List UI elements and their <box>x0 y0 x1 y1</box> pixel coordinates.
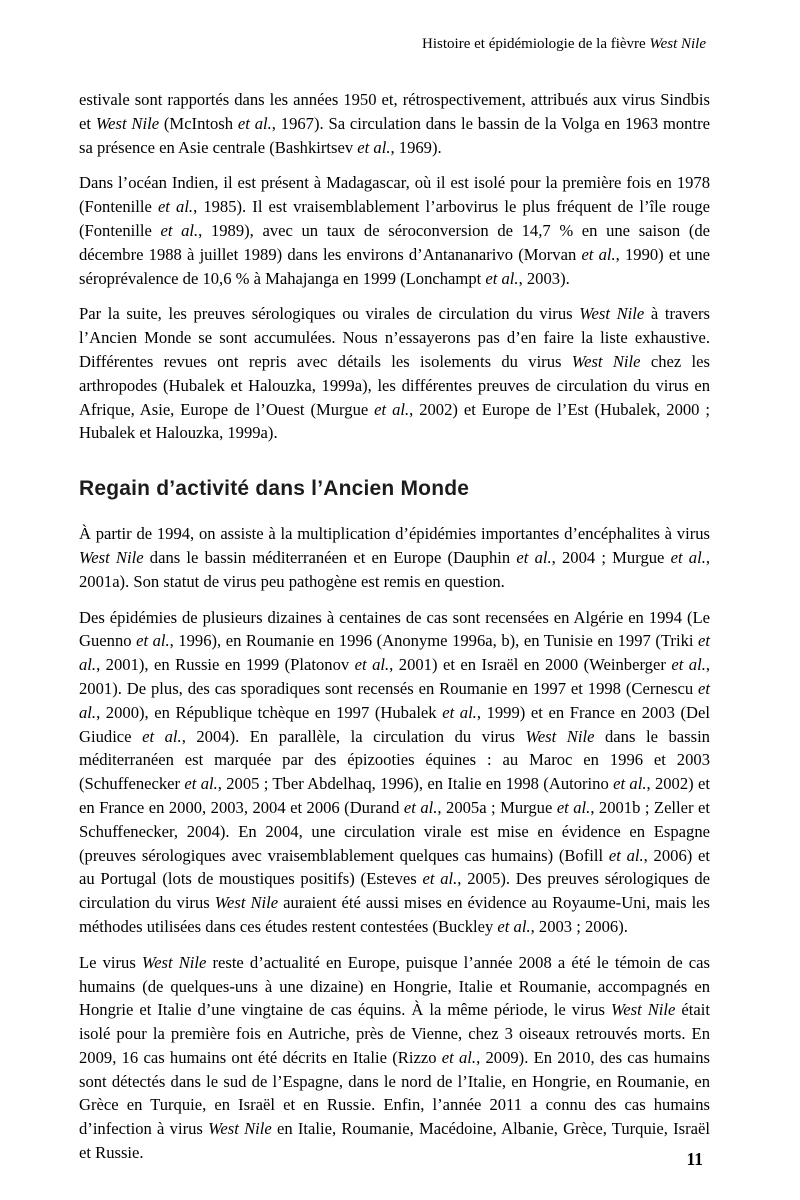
paragraph: estivale sont rapportés dans les années 1950 et, rétrospectivement, attribués aux virus Sindbis et West Nile (McIntosh et al., 1967). Sa circulation dans le bassin de la Volga en 1963 montre sa présence en Asie centrale (Bashkirtsev et al., 1969). <box>79 90 710 157</box>
paragraph: Dans l’océan Indien, il est présent à Madagascar, où il est isolé pour la première fois en 1978 (Fontenille et al., 1985). Il est vraisemblablement l’arbovirus le plus fréquent de l’île rouge (Fontenille et al., 1989), avec un taux de séroconversion de 14,7 % en une saison (de décembre 1988 à juillet 1989) dans les environs d’Antananarivo (Morvan et al., 1990) et une séroprévalence de 10,6 % à Mahajanga en 1999 (Lonchampt et al., 2003). <box>79 173 711 288</box>
paragraph: À partir de 1994, on assiste à la multiplication d’épidémies importantes d’encéphalites à virus West Nile dans le bassin méditerranéen et en Europe (Dauphin et al., 2004 ; Murgue et al., 2001a). Son statut de virus peu pathogène est remis en question. <box>79 524 710 591</box>
page-content <box>79 88 710 1177</box>
page-number: 11 <box>686 1149 703 1169</box>
paragraph: Par la suite, les preuves sérologiques ou virales de circulation du virus West Nile à travers l’Ancien Monde se sont accumulées. Nous n’essayerons pas d’en faire la liste exhaustive. Différentes revues ont repris avec détails les isolements du virus West Nile chez les arthropodes (Hubalek et Halouzka, 1999a), les différentes preuves de circulation du virus en Afrique, Asie, Europe de l’Ouest (Murgue et al., 2002) et Europe de l’Est (Hubalek, 2000 ; Hubalek et Halouzka, 1999a). <box>79 304 711 443</box>
paragraph: Des épidémies de plusieurs dizaines à centaines de cas sont recensées en Algérie en 1994 (Le Guenno et al., 1996), en Roumanie en 1996 (Anonyme 1996a, b), en Tunisie en 1997 (Triki et al., 2001), en Russie en 1999 (Platonov et al., 2001) et en Israël en 2000 (Weinberger et al., 2001). De plus, des cas sporadiques sont recensés en Roumanie en 1997 et 1998 (Cernescu et al., 2000), en République tchèque en 1997 (Hubalek et al., 1999) et en France en 2003 (Del Giudice et al., 2004). En parallèle, la circulation du virus West Nile dans le bassin méditerranéen est marquée par des épizooties équines : au Maroc en 1996 et 2003 (Schuffenecker et al., 2005 ; Tber Abdelhaq, 1996), en Italie en 1998 (Autorino et al., 2002) et en France en 2000, 2003, 2004 et 2006 (Durand et al., 2005a ; Murgue et al., 2001b ; Zeller et Schuffenecker, 2004). En 2004, une circulation virale est mise en évidence en Espagne (preuves sérologiques avec vraisemblablement quelques cas humains) (Bofill et al., 2006) et au Portugal (lots de moustiques positifs) (Esteves et al., 2005). Des preuves sérologiques de circulation du virus West Nile auraient été aussi mises en évidence au Royaume-Uni, mais les méthodes utilisées dans ces études restent contestées (Buckley et al., 2003 ; 2006). <box>79 607 711 936</box>
paragraph: Le virus West Nile reste d’actualité en Europe, puisque l’année 2008 a été le témoin de cas humains (de quelques-uns à une dizaine) en Hongrie, Italie et Roumanie, accompagnés en Hongrie et Italie d’une vingtaine de cas équins. À la même période, le virus West Nile était isolé pour la première fois en Autriche, près de Vienne, chez 3 oiseaux retrouvés morts. En 2009, 16 cas humains ont été décrits en Italie (Rizzo et al., 2009). En 2010, des cas humains sont détectés dans le sud de l’Espagne, dans le nord de l’Italie, en Hongrie, en Roumanie, en Grèce en Turquie, en Israël et en Russie. Enfin, l’année 2011 a connu des cas humains d’infection à virus West Nile en Italie, Roumanie, Macédoine, Albanie, Grèce, Turquie, Israël et Russie. <box>79 952 710 1163</box>
running-head-title: Histoire et épidémiologie de la fièvre West Nile <box>422 36 706 52</box>
running-head <box>80 36 706 53</box>
section-heading: Regain d’activité dans l’Ancien Monde <box>79 477 470 501</box>
